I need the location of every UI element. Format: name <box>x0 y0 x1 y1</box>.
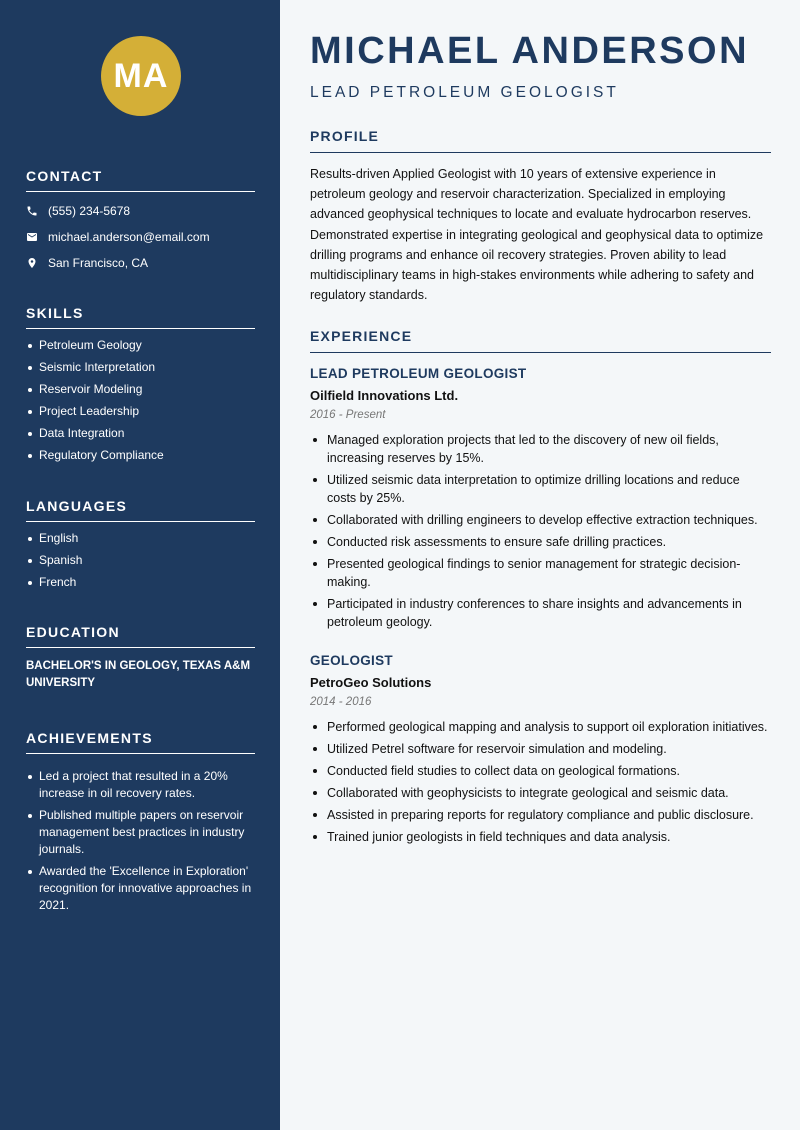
job-bullet: Performed geological mapping and analysis to support oil exploration initiatives. <box>310 718 771 736</box>
education-heading: EDUCATION <box>26 624 255 648</box>
achievements-list <box>26 768 255 914</box>
skills-list <box>26 337 255 464</box>
contact-phone <box>26 198 255 224</box>
education-section <box>26 624 255 692</box>
job-company: PetroGeo Solutions <box>310 675 432 690</box>
job-company: Oilfield Innovations Ltd. <box>310 388 459 403</box>
education-degree: BACHELOR'S IN GEOLOGY, TEXAS A&M UNIVERSITY <box>26 660 251 689</box>
experience-section <box>310 328 771 353</box>
location-pin-icon <box>26 257 48 269</box>
language-item: French <box>26 574 255 591</box>
job-bullet: Collaborated with geophysicists to integrate geological and seismic data. <box>310 784 771 802</box>
contact-heading: CONTACT <box>26 168 255 192</box>
skills-section <box>26 305 255 469</box>
achievements-section <box>26 730 255 919</box>
job-bullet: Assisted in preparing reports for regulatory compliance and public disclosure. <box>310 806 771 824</box>
job-bullet: Trained junior geologists in field techniques and data analysis. <box>310 828 771 846</box>
sidebar <box>0 0 280 1130</box>
skill-item: Data Integration <box>26 425 255 442</box>
candidate-title: LEAD PETROLEUM GEOLOGIST <box>310 84 619 101</box>
skill-item: Regulatory Compliance <box>26 447 255 464</box>
job-entry <box>310 366 771 635</box>
profile-text: Results-driven Applied Geologist with 10 years of extensive experience in petroleum geology and reservoir characterization. Specialized in employing advanced geophysical techniques to locate and evaluate hydrocarbon reserves. Demonstrated expertise in integrating geological and geophysical data to optimize drilling programs and enhance oil recovery strategies. Proven ability to lead multidisciplinary teams in high-stakes environments while adhering to safety and regulatory standards. <box>310 167 764 303</box>
job-bullet: Conducted risk assessments to ensure safe drilling practices. <box>310 533 771 551</box>
languages-list <box>26 530 255 591</box>
job-entry <box>310 653 771 850</box>
languages-heading: LANGUAGES <box>26 498 255 522</box>
achievement-item: Led a project that resulted in a 20% increase in oil recovery rates. <box>26 768 255 802</box>
job-dates: 2016 - Present <box>310 409 386 421</box>
skill-item: Seismic Interpretation <box>26 359 255 376</box>
avatar-initials: MA <box>113 56 169 95</box>
job-bullets <box>310 431 771 631</box>
job-bullet: Presented geological findings to senior management for strategic decision-making. <box>310 555 771 591</box>
job-bullet: Utilized seismic data interpretation to optimize drilling locations and reduce costs by 25%. <box>310 471 771 507</box>
profile-section <box>310 128 771 305</box>
avatar <box>101 36 181 116</box>
email-text: michael.anderson@email.com <box>48 230 210 244</box>
profile-heading: PROFILE <box>310 128 771 153</box>
job-bullet: Conducted field studies to collect data on geological formations. <box>310 762 771 780</box>
experience-heading: EXPERIENCE <box>310 328 771 353</box>
language-item: English <box>26 530 255 547</box>
location-text: San Francisco, CA <box>48 256 149 270</box>
language-item: Spanish <box>26 552 255 569</box>
job-title: GEOLOGIST <box>310 653 393 668</box>
phone-icon <box>26 205 48 217</box>
job-title: LEAD PETROLEUM GEOLOGIST <box>310 366 527 381</box>
job-bullet: Managed exploration projects that led to the discovery of new oil fields, increasing reserves by 15%. <box>310 431 771 467</box>
job-dates: 2014 - 2016 <box>310 696 372 708</box>
job-bullet: Participated in industry conferences to share insights and advancements in petroleum geology. <box>310 595 771 631</box>
skills-heading: SKILLS <box>26 305 255 329</box>
languages-section <box>26 498 255 596</box>
achievements-heading: ACHIEVEMENTS <box>26 730 255 754</box>
phone-text: (555) 234-5678 <box>48 204 131 218</box>
job-bullet: Collaborated with drilling engineers to develop effective extraction techniques. <box>310 511 771 529</box>
contact-section <box>26 168 255 276</box>
contact-email <box>26 224 255 250</box>
achievement-item: Awarded the 'Excellence in Exploration' recognition for innovative approaches in 2021. <box>26 863 255 914</box>
contact-location <box>26 250 255 276</box>
skill-item: Project Leadership <box>26 403 255 420</box>
candidate-name: MICHAEL ANDERSON <box>310 30 750 72</box>
skill-item: Reservoir Modeling <box>26 381 255 398</box>
skill-item: Petroleum Geology <box>26 337 255 354</box>
job-bullets <box>310 718 771 846</box>
achievement-item: Published multiple papers on reservoir management best practices in industry journals. <box>26 807 255 858</box>
email-icon <box>26 231 48 243</box>
job-bullet: Utilized Petrel software for reservoir simulation and modeling. <box>310 740 771 758</box>
